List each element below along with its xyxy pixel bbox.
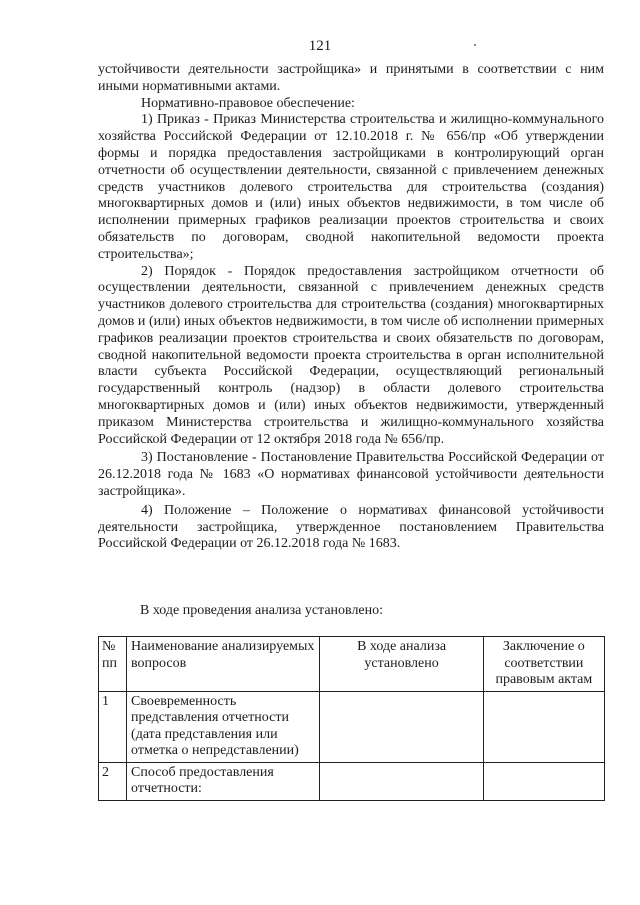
header-number: № пп	[99, 637, 127, 692]
row-conclusion	[483, 691, 604, 762]
paragraph-resolution: 3) Постановление - Постановление Правительства Российской Федерации от 26.12.2018 года № 1683 «О нормативах финансовой устойчивости деятельности застройщика».	[98, 450, 604, 499]
row-result	[320, 691, 483, 762]
row-result	[320, 762, 483, 800]
paragraph-legal-basis-heading: Нормативно-правовое обеспечение:	[141, 95, 355, 111]
document-body	[98, 62, 604, 553]
table-row	[99, 762, 605, 800]
row-number: 2	[99, 762, 127, 800]
paragraph-procedure: 2) Порядок - Порядок предоставления застройщиком отчетности об осуществлении деятельности, связанной с привлечением денежных средств участников долевого строительства для строительства (создания) многоквартирных домов и (или) иных объектов недвижимости, в том числе об исполнении примерных графиков реализации проектов строительства и своих обязательств по договорам, сводной накопительной ведомости проекта строительства в орган исполнительной власти субъекта Российской Федерации, осуществляющий региональный государственный контроль (надзор) в области долевого строительства многоквартирных домов и (или) иных объектов недвижимости, утвержденный приказом Министерства строительства и жилищно-коммунального хозяйства Российской Федерации от 12 октября 2018 года № 656/пр.	[98, 263, 604, 447]
row-conclusion	[483, 762, 604, 800]
scan-speck	[474, 44, 476, 46]
analysis-intro: В ходе проведения анализа установлено:	[140, 603, 384, 618]
paragraph-order: 1) Приказ - Приказ Министерства строительства и жилищно-коммунального хозяйства Российской Федерации от 12.10.2018 г. № 656/пр «Об утверждении формы и порядка предоставления застройщиками в контролирующий орган отчетности об осуществлении деятельности, связанной с привлечением денежных средств участников долевого строительства для строительства (создания) многоквартирных домов и (или) иных объектов недвижимости, в том числе об исполнении примерных графиков реализации проектов строительства и своих обязательств по договорам, сводной накопительной ведомости проекта строительства»;	[98, 112, 604, 262]
header-result: В ходе анализа установлено	[320, 637, 483, 692]
header-conclusion: Заключение о соответствии правовым актам	[483, 637, 604, 692]
paragraph-regulation: 4) Положение – Положение о нормативах финансовой устойчивости деятельности застройщика, утвержденное постановлением Правительства Российской Федерации от 26.12.2018 года № 1683.	[98, 502, 604, 552]
row-question: Своевременность представления отчетности (дата представления или отметка о непредставлении)	[127, 691, 320, 762]
row-question: Способ предоставления отчетности:	[127, 762, 320, 800]
paragraph-continuation: устойчивости деятельности застройщика» и принятыми в соответствии с ним иными нормативными актами.	[98, 62, 604, 94]
header-question: Наименование анализируемых вопросов	[127, 637, 320, 692]
table-row	[99, 691, 605, 762]
row-number: 1	[99, 691, 127, 762]
analysis-table	[98, 636, 605, 801]
page-number: 121	[308, 38, 332, 54]
table-header-row	[99, 637, 605, 692]
